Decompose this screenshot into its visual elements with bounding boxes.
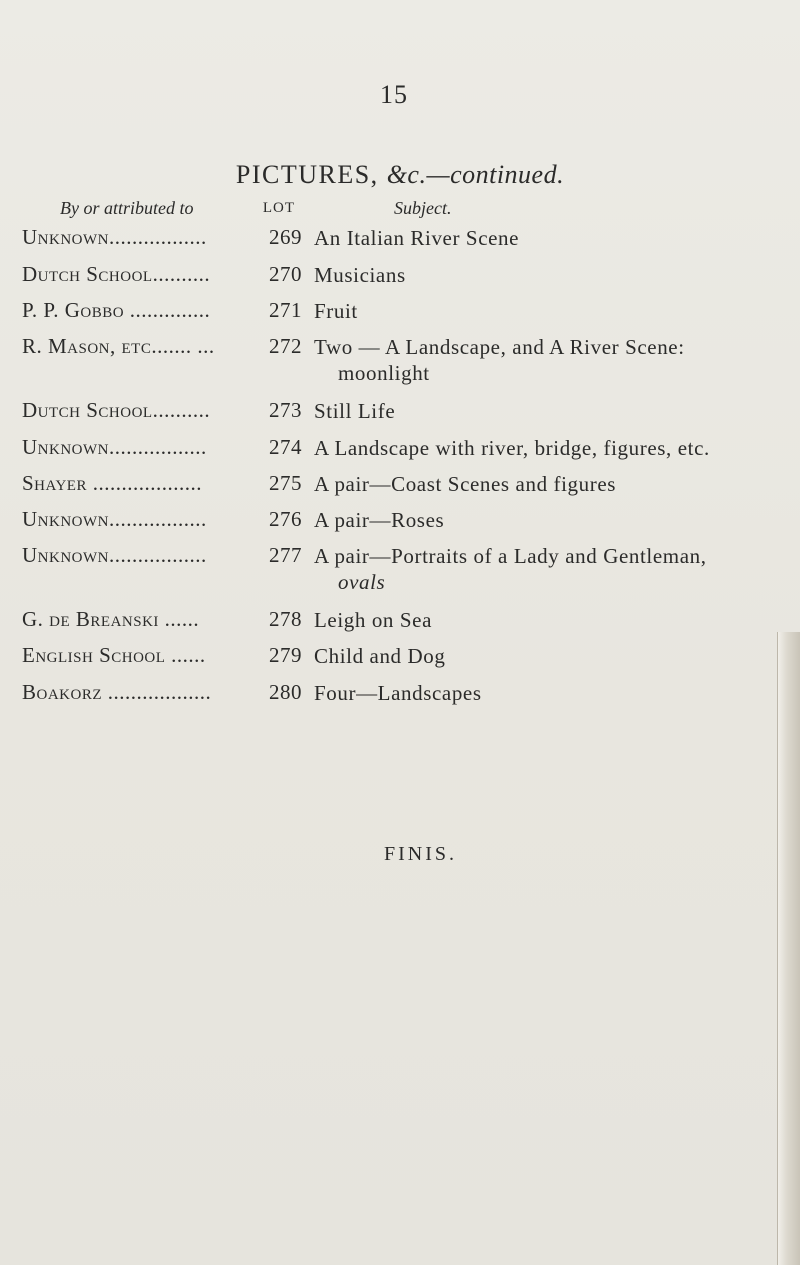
- entry-artist: G. de Breanski ......: [22, 607, 200, 631]
- entry-lot-number: 280: [269, 680, 302, 704]
- entry-subject: [314, 334, 784, 386]
- entry-subject: [314, 471, 784, 497]
- entry-artist: Shayer ...................: [22, 471, 202, 495]
- entry-subject-line: Four—Landscapes: [314, 681, 482, 705]
- entry-lot-number: 279: [269, 643, 302, 667]
- entry-subject: [314, 507, 784, 533]
- entry-artist: English School ......: [22, 643, 206, 667]
- entry-subject: [314, 225, 784, 251]
- entry-artist: Unknown.................: [22, 543, 207, 567]
- entry-subject-line: Fruit: [314, 299, 358, 323]
- entry-subject-line: Leigh on Sea: [314, 608, 433, 632]
- entry-artist: Unknown.................: [22, 435, 207, 459]
- artist-column-header: [60, 198, 295, 219]
- entry-lot-number: 278: [269, 607, 302, 631]
- entry-artist: Unknown.................: [22, 507, 207, 531]
- entry-subject: [314, 298, 784, 324]
- entry-lot-number: 276: [269, 507, 302, 531]
- entry-lot-number: 272: [269, 334, 302, 358]
- finis-mark: FINIS.: [384, 843, 458, 865]
- entry-subject: [314, 398, 784, 424]
- entry-subject-line: A pair—Coast Scenes and figures: [314, 472, 617, 496]
- entry-subject-line: Two — A Landscape, and A River Scene:: [314, 335, 685, 359]
- entry-lot-number: 269: [269, 225, 302, 249]
- entry-lot-number: 271: [269, 298, 302, 322]
- heading-main: PICTURES,: [235, 160, 379, 189]
- entry-subject-line: ovals: [338, 570, 386, 594]
- entry-lot-number: 274: [269, 435, 302, 459]
- heading-continuation: &c.—continued.: [386, 160, 565, 189]
- subject-column-header: Subject.: [394, 198, 452, 218]
- page-number: 15: [380, 80, 408, 109]
- entry-subject: [314, 643, 784, 669]
- entry-subject: [314, 680, 784, 706]
- entry-subject-line: A pair—Portraits of a Lady and Gentleman,: [314, 544, 707, 568]
- lot-header-label: LOT: [262, 200, 295, 216]
- artist-header-label: By or attributed to: [60, 198, 194, 218]
- entry-artist: Unknown.................: [22, 225, 207, 249]
- entry-subject: [314, 262, 784, 288]
- entry-artist: Boakorz ..................: [22, 680, 212, 704]
- entry-artist: R. Mason, etc....... ...: [22, 334, 215, 358]
- entry-lot-number: 277: [269, 543, 302, 567]
- entry-subject-line: Child and Dog: [314, 644, 446, 668]
- page-edge: [777, 632, 800, 1265]
- entry-artist: Dutch School..........: [22, 398, 211, 422]
- entry-subject-line: An Italian River Scene: [314, 226, 520, 250]
- entry-subject: [314, 543, 784, 595]
- entry-lot-number: 275: [269, 471, 302, 495]
- section-heading: [0, 160, 800, 190]
- entry-artist: Dutch School..........: [22, 262, 211, 286]
- entry-subject: [314, 607, 784, 633]
- entry-lot-number: 273: [269, 398, 302, 422]
- entry-artist: P. P. Gobbo ..............: [22, 298, 211, 322]
- entry-subject-line: A pair—Roses: [314, 508, 445, 532]
- entry-subject-line: A Landscape with river, bridge, figures, etc.: [314, 436, 710, 460]
- entry-subject-line: Still Life: [314, 399, 396, 423]
- entry-subject: [314, 435, 784, 461]
- entry-subject-line: moonlight: [338, 361, 430, 385]
- entry-lot-number: 270: [269, 262, 302, 286]
- entry-subject-line: Musicians: [314, 263, 406, 287]
